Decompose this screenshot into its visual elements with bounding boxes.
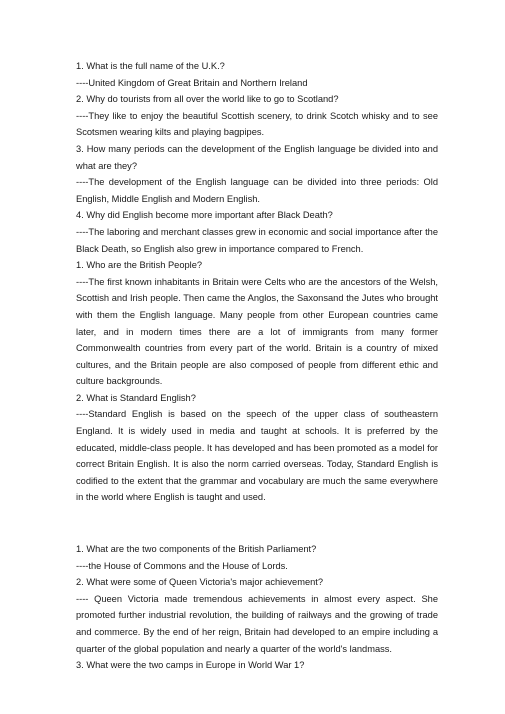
question: 1. What is the full name of the U.K.? — [76, 61, 225, 71]
answer: ----The first known inhabitants in Britain were Celts who are the ancestors of the Welsh, Scottish and Irish people. Then came the Anglos, the Saxonsand the Jutes who brought with them the English language. Many people from other European countries came later, and in modern times there are a lot of immigrants from many former Commonwealth countries from every part of the world. Britain is a country of mixed cultures, and the Britain people are also composed of people from different ethic and culture backgrounds. — [76, 276, 438, 387]
question: 2. What were some of Queen Victoria's major achievement? — [76, 577, 324, 588]
qa-section-2 — [76, 541, 438, 674]
question: 4. Why did English become more important after Black Death? — [76, 210, 333, 221]
answer: ----They like to enjoy the beautiful Scottish scenery, to drink Scotch whisky and to see Scotsmen wearing kilts and playing bagpipes. — [76, 110, 438, 138]
section-spacer — [76, 506, 438, 541]
question: 1. What are the two components of the British Parliament? — [76, 544, 317, 555]
answer: ----the House of Commons and the House of Lords. — [76, 560, 288, 571]
question: 2. What is Standard English? — [76, 392, 196, 403]
question: 1. Who are the British People? — [76, 260, 203, 271]
answer: ----United Kingdom of Great Britain and Northern Ireland — [76, 77, 308, 88]
answer: ----The development of the English language can be divided into three periods: Old English, Middle English and Modern English. — [76, 177, 438, 204]
document-page — [76, 58, 438, 674]
question: 2. Why do tourists from all over the world like to go to Scotland? — [76, 94, 339, 105]
question: 3. How many periods can the development of the English language be divided into and what are they? — [76, 143, 438, 171]
answer: ----Standard English is based on the speech of the upper class of southeastern England. It is widely used in media and taught at schools. It is preferred by the educated, middle-class people. It has developed and has been promoted as a model for correct Britain English. It is also the norm carried overseas. Today, Standard English is codified to the extent that the grammar and vocabulary are much the same everywhere in the world where English is taught and used. — [76, 409, 438, 503]
answer: ----The laboring and merchant classes grew in economic and social importance after the Black Death, so English also grew in importance compared to French. — [76, 226, 438, 254]
qa-section-1 — [76, 58, 438, 506]
question: 3. What were the two camps in Europe in World War 1? — [76, 660, 305, 671]
answer: ---- Queen Victoria made tremendous achievements in almost every aspect. She promoted further industrial revolution, the building of railways and the growing of trade and commerce. By the end of her reign, Britain had developed to an empire including a quarter of the global population and nearly a quarter of the world's landmass. — [76, 593, 438, 654]
